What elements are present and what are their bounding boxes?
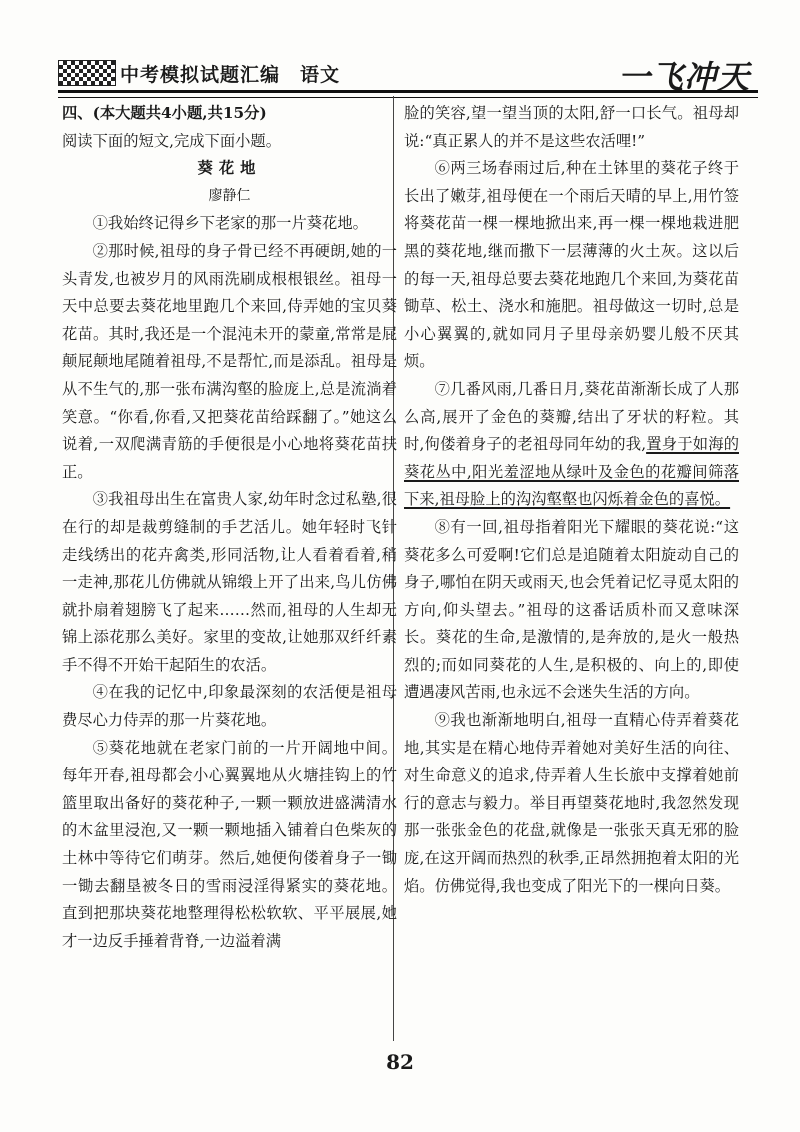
paragraph-7-text: ⑦几番风雨,几番日月,葵花苗渐渐长成了人那么高,展开了金色的葵瓣,结出了牙状的籽粒。其时,佝偻着身子的老祖母同年幼的我, [404, 379, 739, 454]
paragraph-5: ⑤葵花地就在老家门前的一片开阔地中间。每年开春,祖母都会小心翼翼地从火塘挂钩上的竹篮里取出备好的葵花种子,一颗一颗放进盛满清水的木盆里浸泡,又一颗一颗地插入铺着白色柴灰的土林中等待它们萌芽。然后,她便佝偻着身子一锄一锄去翻垦被冬日的雪雨浸淫得紧实的葵花地。直到把那块葵花地整理得松松软软、平平展展,她才一边反手捶着背脊,一边溢着满 [62, 738, 397, 950]
article-author: 廖静仁 [208, 187, 251, 204]
paragraph-2: ②那时候,祖母的身子骨已经不再硬朗,她的一头青发,也被岁月的风雨洗刷成根根银丝。祖母一天中总要去葵花地里跑几个来回,侍弄她的宝贝葵花苗。其时,我还是一个混沌未开的蒙童,常常是屁颠屁颠地尾随着祖母,不是帮忙,而是添乱。祖母是从不生气的,那一张布满沟壑的脸庞上,总是流淌着笑意。“你看,你看,又把葵花苗给踩翻了。”她这么说着,一双爬满青筋的手便很是小心地将葵花苗扶正。 [62, 241, 397, 481]
paragraph-1: ①我始终记得乡下老家的那一片葵花地。 [92, 214, 368, 233]
paragraph-9: ⑨我也渐渐地明白,祖母一直精心侍弄着葵花地,其实是在精心地侍弄着她对美好生活的向往、对生命意义的追求,侍弄着人生长旅中支撑着她前行的意志与毅力。举目再望葵花地时,我忽然发现那一张张金色的花盘,就像是一张张天真无邪的脸庞,在这开阔而热烈的秋季,正昂然拥抱着太阳的光焰。仿佛觉得,我也变成了阳光下的一棵向日葵。 [404, 711, 739, 895]
paragraph-6: ⑥两三场春雨过后,种在土钵里的葵花子终于长出了嫩芽,祖母便在一个雨后天晴的早上,用竹签将葵花苗一棵一棵地掀出来,再一棵一棵地栽进肥黑的葵花地,继而撒下一层薄薄的火土灰。这以后的每一天,祖母总要去葵花地跑几个来回,为葵花苗锄草、松土、浇水和施肥。祖母做这一切时,总是小心翼翼的,就如同月子里母亲奶婴儿般不厌其烦。 [404, 159, 739, 371]
left-column [62, 100, 397, 955]
right-column [404, 100, 739, 900]
page-header [58, 52, 758, 96]
checker-logo-icon [58, 60, 116, 86]
section-heading: 四、(本大题共4小题,共15分) [62, 104, 267, 122]
paragraph-4: ④在我的记忆中,印象最深刻的农活便是祖母费尽心力侍弄的那一片葵花地。 [62, 683, 397, 730]
instruction-text: 阅读下面的短文,完成下面小题。 [62, 131, 282, 150]
article-title: 葵花地 [197, 159, 262, 178]
header-rule [58, 90, 758, 98]
page-number: 82 [386, 1050, 414, 1074]
paragraph-3: ③我祖母出生在富贵人家,幼年时念过私塾,很在行的却是裁剪缝制的手艺活儿。她年轻时飞针走线绣出的花卉禽类,形同活物,让人看着看着,稍一走神,那花儿仿佛就从锦缎上开了出来,鸟儿仿佛就扑扇着翅膀飞了起来……然而,祖母的人生却无锦上添花那么美好。家里的变故,让她那双纤纤素手不得不开始干起陌生的农活。 [62, 490, 397, 674]
paragraph-7 [404, 376, 739, 514]
header-title: 中考模拟试题汇编 语文 [120, 64, 341, 86]
brand-logo: 一飞冲天 [617, 58, 750, 96]
paragraph-8: ⑧有一回,祖母指着阳光下耀眼的葵花说:“这葵花多么可爱啊!它们总是追随着太阳旋动自己的身子,哪怕在阴天或雨天,也会凭着记忆寻觅太阳的方向,仰头望去。”祖母的这番话质朴而又意味深长。葵花的生命,是激情的,是奔放的,是火一般热烈的;而如同葵花的人生,是积极的、向上的,即使遭遇凄风苦雨,也永远不会迷失生活的方向。 [404, 517, 739, 702]
paragraph-5-continued: 脸的笑容,望一望当顶的太阳,舒一口长气。祖母却说:“真正累人的并不是这些农活哩!” [404, 104, 739, 150]
underlined-sentence: 置身于如海的葵花丛中,阳光羞涩地从绿叶及金色的花瓣间筛落下来,祖母脸上的沟沟壑壑也闪烁着金色的喜悦。 [404, 435, 739, 509]
